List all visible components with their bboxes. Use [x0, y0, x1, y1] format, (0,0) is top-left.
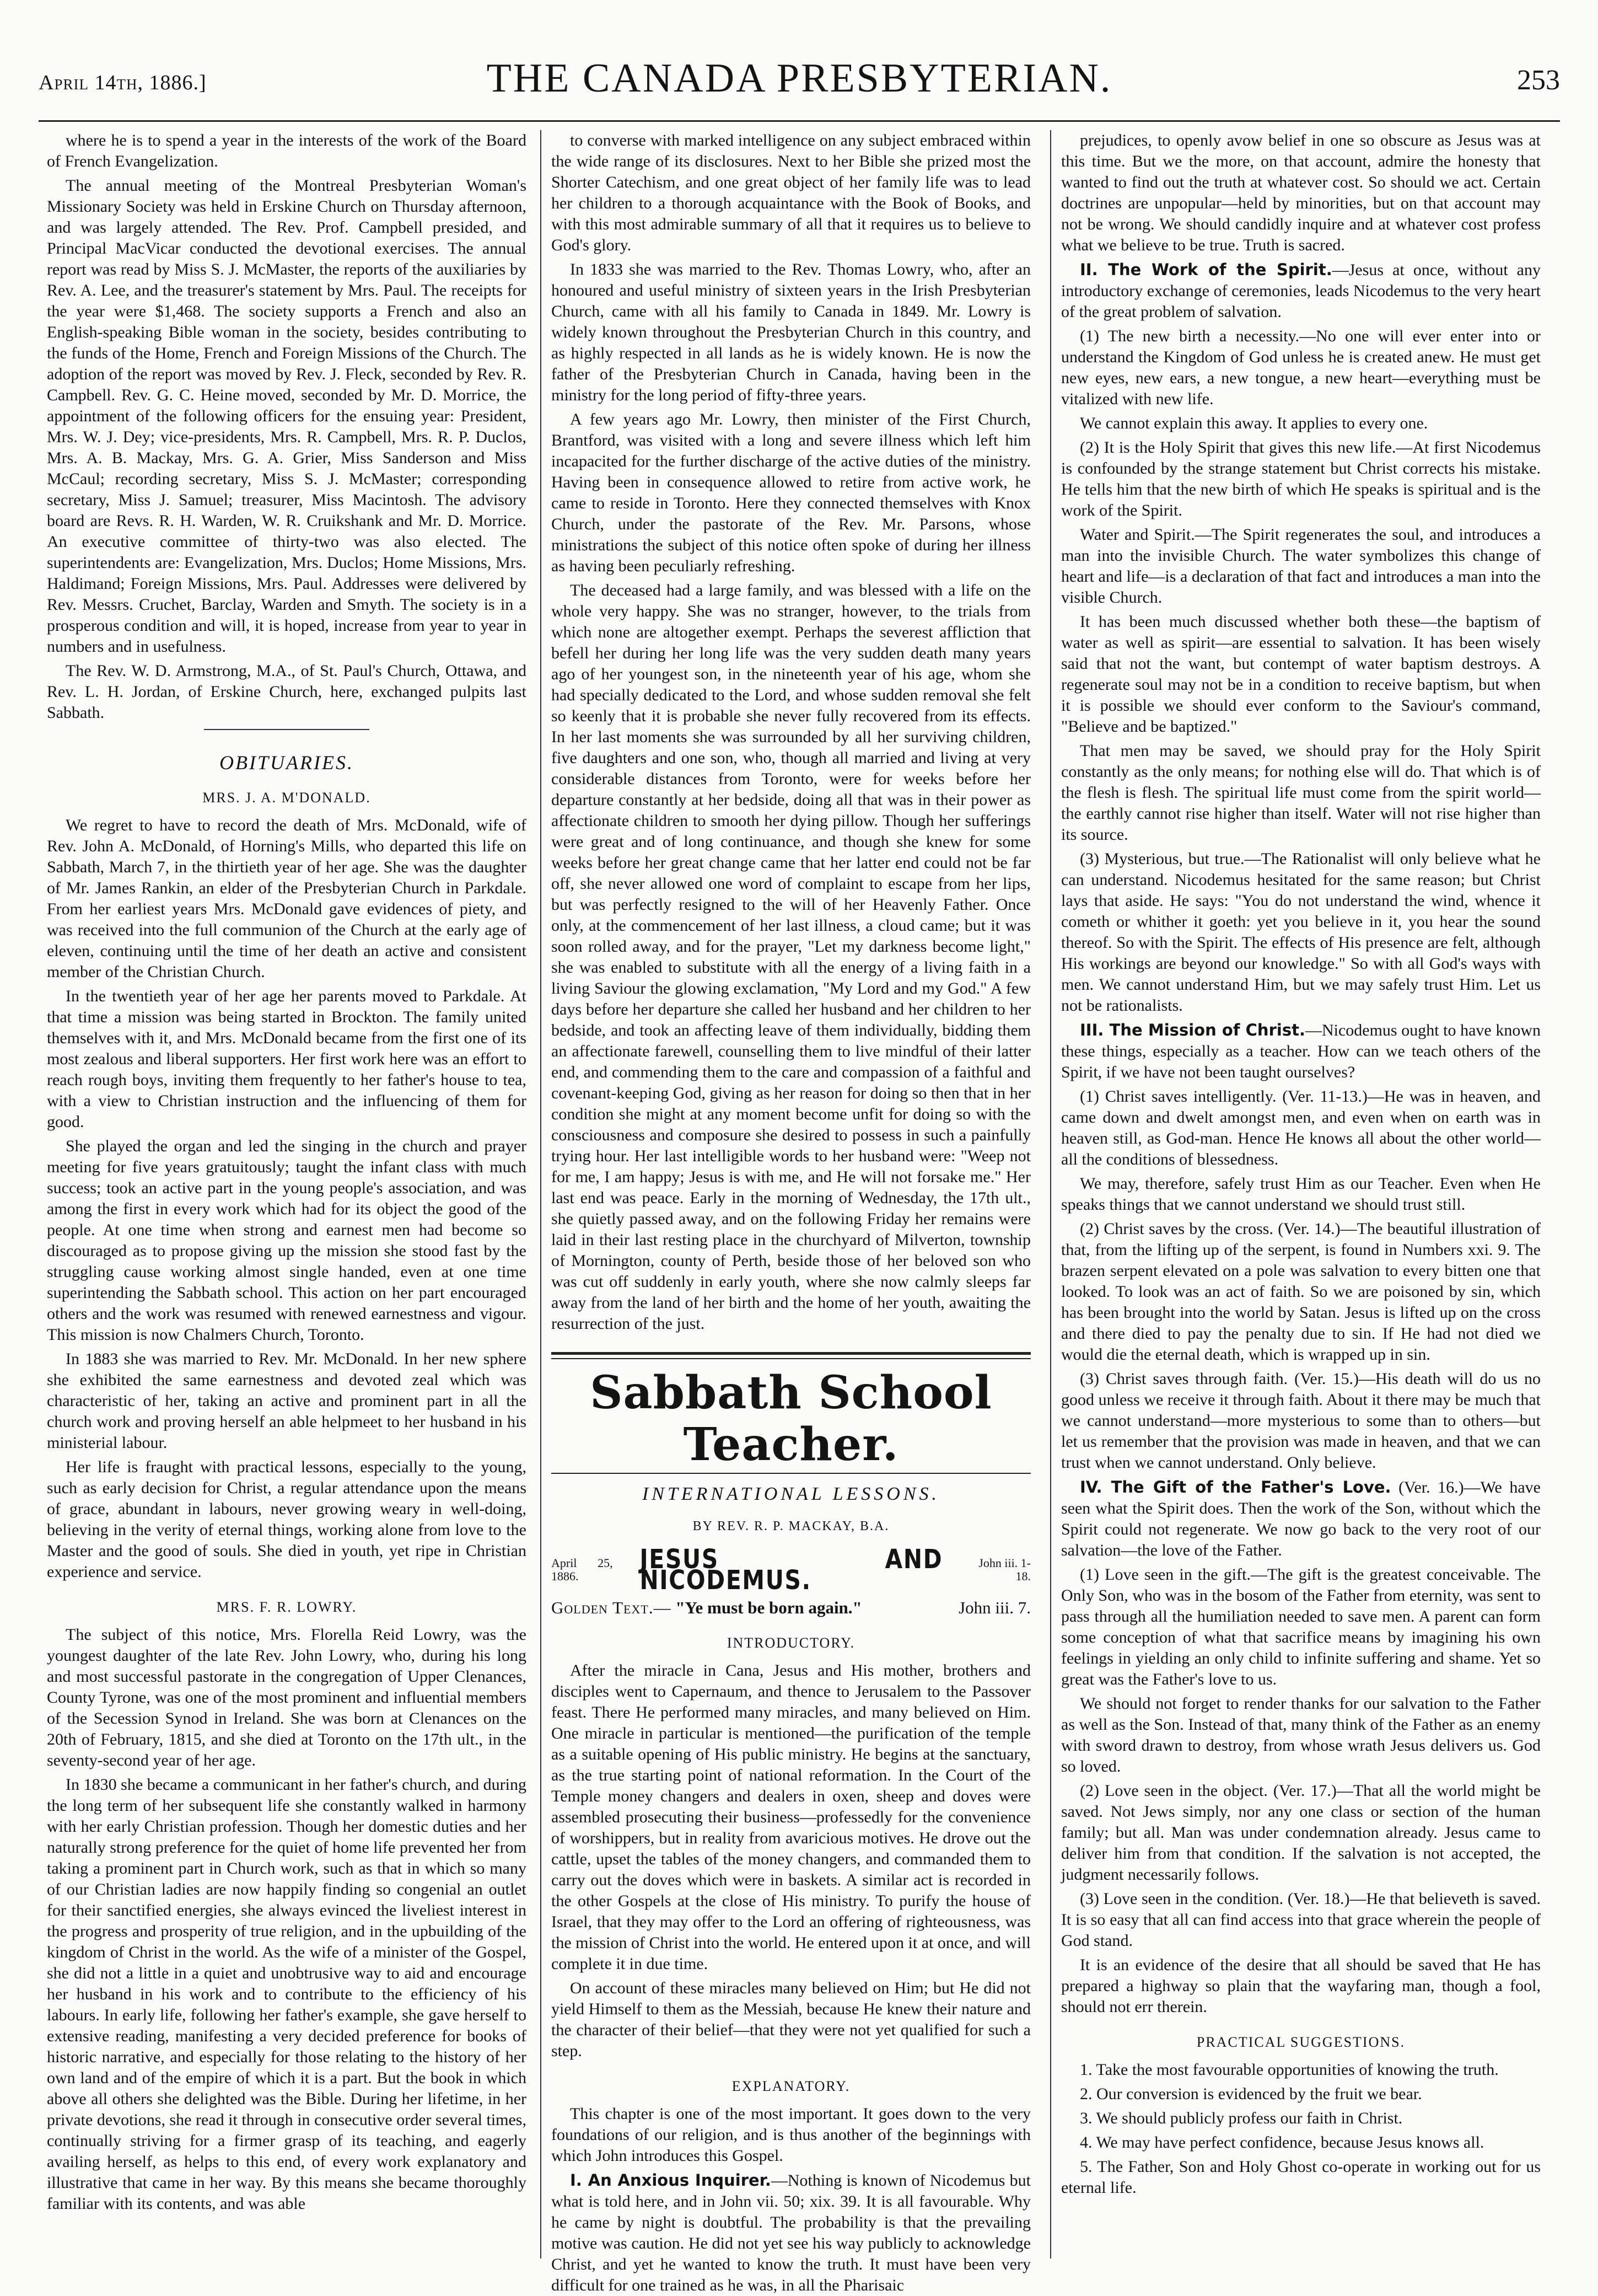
- paragraph: (2) Christ saves by the cross. (Ver. 14.)—The beautiful illustration of that, from the lifting up of the serpent, is found in Numbers xxi. 9. The brazen serpent elevated on a pole was salvation to every bitten one that looked. To look was an act of faith. So we are poisoned by sin, which has been brought into the world by Satan. Jesus is lifted up on the cross and there died to pay the penalty due to sin. If He had not died we would die the eternal death, which is wrapped up in sin.: [1061, 1220, 1541, 1364]
- paragraph: The Rev. W. D. Armstrong, M.A., of St. Paul's Church, Ottawa, and Rev. L. H. Jordan, of Erskine Church, here, exchanged pulpits last Sabbath.: [47, 662, 526, 722]
- divider: [204, 729, 369, 730]
- paragraph: (1) The new birth a necessity.—No one will ever enter into or understand the Kingdom of God unless he is created anew. He must get new eyes, new ears, a new tongue, a new heart—everything must be vitalized with new life.: [1061, 327, 1541, 408]
- suggestion: 5. The Father, Son and Holy Ghost co-operate in working out for us eternal life.: [1061, 2158, 1541, 2197]
- suggestion: 1. Take the most favourable opportunities of knowing the truth.: [1080, 2061, 1499, 2079]
- paragraph: We may, therefore, safely trust Him as our Teacher. Even when He speaks things that we cannot understand we should trust still.: [1061, 1174, 1541, 1214]
- paragraph: In 1830 she became a communicant in her father's church, and during the long term of her subsequent life she constantly walked in harmony with her early Christian profession. Though her domestic duties and her naturally strong preference for the quiet of home life prevented her from taking a prominent part in Church work, such as that in which so many of our Christian ladies are now happily finding so congenial an outlet for their sanctified energies, she always evinced the liveliest interest in the progress and prosperity of true religion, and in the upbuilding of the kingdom of Christ in the world. As the wife of a minister of the Gospel, she did not a little in a quiet and unobtrusive way to aid and encourage her husband in his work and to contribute to the efficiency of his labours. In early life, following her father's example, she gave herself to extensive reading, manifesting a very decided preference for books of historic narrative, and especially for those relating to the history of her own land and of the empire of which it is a part. But the book in which above all others she delighted was the Bible. During her lifetime, in her private devotions, she read it through in consecutive order several times, continually striving for a firmer grasp of its teaching, and eagerly availing herself, as helps to this end, of every work explanatory and illustrative that came in her way. By this means she became thoroughly familiar with its contents, and was able: [47, 1775, 526, 2213]
- paragraph: (1) Christ saves intelligently. (Ver. 11-13.)—He was in heaven, and came down and dwelt amongst men, and even when on earth was in heaven still, as God-man. Hence He knows all about the other world—all the conditions of blessedness.: [1061, 1087, 1541, 1168]
- suggestion: 2. Our conversion is evidenced by the fruit we bear.: [1080, 2085, 1422, 2103]
- golden-text-label: Golden Text.—: [551, 1598, 671, 1617]
- lesson-title: JESUS AND NICODEMUS.: [639, 1544, 943, 1596]
- paragraph: On account of these miracles many believed on Him; but He did not yield Himself to them as the Messiah, because He knew their nature and the character of their belief—that they were not yet qualified for such a step.: [551, 1979, 1031, 2060]
- paragraph: The deceased had a large family, and was blessed with a life on the whole very happy. She was no stranger, however, to the trials from which none are altogether exempt. Perhaps the severest affliction that befell her during her long life was the very sudden death many years ago of her youngest son, in the nineteenth year of his age, whom she had specially dedicated to the Lord, and whose sudden removal she felt so keenly that it is probable she never fully recovered from its effects. In her last moments she was surrounded by all her surviving children, five daughters and one son, who, though all married and living at very considerable distances from Toronto, were for weeks before her departure constantly at her bedside, doing all that was in their power as affectionate children to smooth her dying pillow. Though her sufferings were great and of long continuance, and though she knew for some weeks before her great change came that her latter end could not be far off, she never allowed one word of complaint to escape from her lips, but was perfectly resigned to the will of her Heavenly Father. Once only, at the commencement of her last illness, a cloud came; but it was soon rolled away, and for the prayer, "Let my darkness become light," she was enabled to substitute with all the energy of a living faith in a living Saviour the glowing exclamation, "My Lord and my God." A few days before her departure she called her husband and her children to her bedside, and took an affecting leave of them individually, bidding them an affectionate farewell, counselling them to live mindful of their latter end, and commending them to the care and compassion of a faithful and covenant-keeping God, giving as her reason for doing so then that in her condition she might at any moment become unfit for doing so with the consciousness and composure she desired to possess in such a painfully trying hour. Her last intelligible words to her husband were: "Weep not for me, I am happy; Jesus is with me, and He will not forsake me." Her last end was peace. Early in the morning of Wednesday, the 17th ult., she quietly passed away, and on the following Friday her remains were laid in their last resting place in the churchyard of Milverton, township of Mornington, county of Perth, beside those of her beloved son who was cut off suddenly in early youth, where she now calmly sleeps far away from the land of her birth and the home of her youth, awaiting the resurrection of the just.: [551, 581, 1031, 1333]
- paragraph: In the twentieth year of her age her parents moved to Parkdale. At that time a mission was being started in Brockton. The family united themselves with it, and Mrs. McDonald became from the first one of its most zealous and liberal supporters. Her first work here was an effort to reach rough boys, inviting them frequently to her father's house to tea, with a view to Christian instruction and the influencing of them for good.: [47, 987, 526, 1131]
- introductory-heading: INTRODUCTORY.: [727, 1635, 856, 1651]
- international-lessons-heading: INTERNATIONAL LESSONS.: [642, 1484, 940, 1504]
- paragraph: (3) Mysterious, but true.—The Rationalist will only believe what he can understand. Nicodemus hesitated for the same reason; but Christ lays that aside. He says: "You do not understand the wind, whence it cometh or whither it goeth: yet you believe in it, you hear the sound thereof. So with the Spirit. The effects of His presence are felt, although His workings are beyond our knowledge." So with all God's ways with men. We cannot understand Him, but we may safely trust Him. Let us not be rationalists.: [1061, 850, 1541, 1015]
- paragraph: The subject of this notice, Mrs. Florella Reid Lowry, was the youngest daughter of the late Rev. John Lowry, who, during his long and most successful pastorate in the congregation of Upper Clenances, County Tyrone, was one of the most prominent and influential members of the Secession Synod in Ireland. She was born at Clenances on the 20th of February, 1815, and she died at Toronto on the 17th ult., in the seventy-second year of her age.: [47, 1626, 526, 1769]
- paragraph: It is an evidence of the desire that all should be saved that He has prepared a highway so plain that the wayfaring man, though a fool, should not err therein.: [1061, 1956, 1541, 2016]
- paragraph: (2) Love seen in the object. (Ver. 17.)—That all the world might be saved. Not Jews simply, nor any one class or section of the human family; but all. Man was under condemnation already. Jesus came to deliver him from that condition. If the salvation is not accepted, the judgment necessarily follows.: [1061, 1782, 1541, 1884]
- page-number: 253: [1517, 65, 1560, 96]
- paragraph: (2) It is the Holy Spirit that gives this new life.—At first Nicodemus is confounded by the strange statement but Christ corrects his mistake. He tells him that the new birth of which He speaks is spiritual and is the work of the Spirit.: [1061, 438, 1541, 519]
- paragraph: [1061, 259, 1541, 323]
- point-heading: I. An Anxious Inquirer.: [570, 2171, 771, 2190]
- paragraph: Her life is fraught with practical lessons, especially to the young, such as early decision for Christ, a regular attendance upon the means of grace, abundant in labours, never growing weary in well-doing, believing in the verity of eternal things, working alone from love to the Master and the good of souls. She died in youth, yet ripe in Christian experience and service.: [47, 1458, 526, 1581]
- golden-text-quote: "Ye must be born again.": [675, 1598, 862, 1617]
- paragraph: We should not forget to render thanks for our salvation to the Father as well as the Son. Instead of that, many think of the Father as an enemy with sword drawn to destroy, from whose wrath Jesus delivers us. God so loved.: [1061, 1694, 1541, 1775]
- paragraph: [1061, 1477, 1541, 1561]
- explanatory-heading: EXPLANATORY.: [731, 2078, 851, 2094]
- paragraph: where he is to spend a year in the interests of the work of the Board of French Evangelization.: [47, 131, 526, 170]
- section-rule: [551, 1358, 1031, 1359]
- section-rule: [551, 1352, 1031, 1355]
- point-heading: II. The Work of the Spirit.: [1080, 260, 1332, 279]
- paragraph: [551, 2170, 1031, 2296]
- paragraph: (3) Love seen in the condition. (Ver. 18.)—He that believeth is saved. It is so easy that all can find access into that grace wherein the people of God stand.: [1061, 1890, 1541, 1950]
- paragraph: A few years ago Mr. Lowry, then minister of the First Church, Brantford, was visited with a long and severe illness which left him incapacited for the further discharge of the active duties of the ministry. Having been in consequence allowed to retire from active work, he came to reside in Toronto. Here they connected themselves with Knox Church, under the pastorate of the Rev. Mr. Parsons, whose ministrations the subject of this notice often spoke of during her illness as having been peculiarly refreshing.: [551, 410, 1031, 575]
- point-text: —Jesus at once, without any introductory exchange of ceremonies, leads Nicodemus to the very heart of the great problem of salvation.: [1061, 261, 1541, 321]
- paragraph: The annual meeting of the Montreal Presbyterian Woman's Missionary Society was held in Erskine Church on Thursday afternoon, and was largely attended. The Rev. Prof. Campbell presided, and Principal MacVicar conducted the devotional exercises. The annual report was read by Miss S. J. McMaster, the reports of the auxiliaries by Rev. A. Lee, and the treasurer's statement by Mrs. Paul. The receipts for the year were $1,468. The society supports a French and also an English-speaking Bible woman in the society, besides contributing to the funds of the Home, French and Foreign Missions of the Church. The adoption of the report was moved by Rev. J. Fleck, seconded by Rev. R. Campbell. Rev. G. C. Heine moved, seconded by Mr. D. Morrice, the appointment of the following officers for the ensuing year: President, Mrs. W. J. Dey; vice-presidents, Mrs. R. Campbell, Mrs. R. P. Duclos, Mrs. A. B. Mackay, Mrs. G. A. Grier, Miss Sanderson and Miss McCaul; recording secretary, Miss S. J. McMaster; corresponding secretary, Miss J. Samuel; treasurer, Miss Macintosh. The advisory board are Revs. R. H. Warden, W. R. Cruikshank and Mr. D. Morrice. An executive committee of thirty-two was also elected. The superintendents are: Evangelization, Mrs. Duclos; Home Missions, Mrs. Haldimand; Foreign Missions, Mrs. Paul. Addresses were delivered by Rev. Messrs. Cruchet, Barclay, Warden and Smyth. The society is in a prosperous condition and will, it is hoped, increase from year to year in numbers and in usefulness.: [47, 176, 526, 656]
- column-divider: [540, 130, 541, 2259]
- paragraph: prejudices, to openly avow belief in one so obscure as Jesus was at this time. But we the more, on that account, admire the honesty that wanted to find out the truth at whatever cost. So should we act. Certain doctrines are unpopular—held by minorities, but on that account may not be wrong. We should candidly inquire and at whatever cost profess what we believe to be true. Truth is sacred.: [1061, 131, 1541, 254]
- paragraph: This chapter is one of the most important. It goes down to the very foundations of our religion, and is thus another of the beginnings with which John introduces this Gospel.: [551, 2105, 1031, 2165]
- suggestion: 4. We may have perfect confidence, because Jesus knows all.: [1080, 2133, 1484, 2152]
- column-3: [1061, 130, 1541, 2259]
- practical-suggestions-heading: PRACTICAL SUGGESTIONS.: [1196, 2034, 1406, 2050]
- byline: BY REV. R. P. MACKAY, B.A.: [692, 1519, 890, 1533]
- column-2: [551, 130, 1031, 2294]
- paragraph: (1) Love seen in the gift.—The gift is the greatest conceivable. The Only Son, who was in the bosom of the Father from eternity, was sent to pass through all the humiliation needed to save men. A parent can form some conception of what that sacrifice means by imagining his own feelings in yielding an only child to infinite suffering and shame. Yet so great was the Father's love to us.: [1061, 1565, 1541, 1688]
- golden-text: [551, 1597, 1031, 1618]
- point-text: —Nothing is known of Nicodemus but what is told here, and in John vii. 50; xix. 39. It is all favourable. Why he came by night is doubtful. The probability is that the prevailing motive was caution. He did not yet see his way publicly to acknowledge Christ, and yet he wanted to know the truth. It must have been very difficult for one trained as he was, in all the Pharisaic: [551, 2171, 1031, 2294]
- paragraph: After the miracle in Cana, Jesus and His mother, brothers and disciples went to Capernaum, and thence to Jerusalem to the Passover feast. There He performed many miracles, and many believed on Him. One miracle in particular is mentioned—the purification of the temple as a suitable opening of His public ministry. He begins at the sanctuary, as the true starting point of national reformation. In the Court of the Temple money changers and dealers in oxen, sheep and doves were assembled prosecuting their business—professedly for the convenience of worshippers, but in reality from avaricious motives. He drove out the cattle, upset the tables of the money changers, and commanded them to carry out the doves which were in baskets. A similar act is recorded in the other Gospels at the close of His ministry. To purify the house of Israel, that they may offer to the Lord an offering of righteousness, was the mission of Christ into the world. He entered upon it at once, and will complete it in due time.: [551, 1661, 1031, 1973]
- obituary-name: MRS. J. A. M'DONALD.: [202, 790, 371, 806]
- paragraph: In 1883 she was married to Rev. Mr. McDonald. In her new sphere she exhibited the same earnestness and devoted zeal which was characteristic of her, taking an active and prominent part in all the church work and proving herself an able helpmeet to her husband in his ministerial labour.: [47, 1350, 526, 1452]
- paragraph: She played the organ and led the singing in the church and prayer meeting for five years gratuitously; taught the infant class with much success; took an active part in the young people's association, and was among the first in every work which had for its object the good of the people. At one time when strong and earnest men had become so discouraged as to propose giving up the mission she stood fast by the struggling cause working almost single handed, even at one time superintending the Sabbath school. This action on her part encouraged others and the work was resumed with renewed earnestness and vigour. This mission is now Chalmers Church, Toronto.: [47, 1137, 526, 1344]
- masthead-rule: [39, 120, 1560, 122]
- obituaries-heading: OBITUARIES.: [219, 752, 354, 774]
- obituary-name: MRS. F. R. LOWRY.: [216, 1599, 357, 1615]
- paragraph: to converse with marked intelligence on any subject embraced within the wide range of its disclosures. Next to her Bible she prized most the Shorter Catechism, and one great object of her family life was to lead her children to a thorough acquaintance with the Book of Books, and with this most admirable summary of all that it requires us to believe to God's glory.: [551, 131, 1031, 254]
- column-1: [47, 130, 526, 2259]
- paragraph: [1061, 1020, 1541, 1083]
- section-rule: [551, 1473, 1031, 1474]
- lesson-reference: John iii. 1-18.: [978, 1556, 1031, 1583]
- paragraph: We cannot explain this away. It applies to every one.: [1080, 414, 1428, 432]
- point-text: (Ver. 16.)—We have seen what the Spirit does. Then the work of the Son, without which the Spirit could not regenerate. We now go back to the very root of our salvation—the love of the Father.: [1061, 1478, 1541, 1559]
- paragraph: That men may be saved, we should pray for the Holy Spirit constantly as the only means; for nothing else will do. That which is of the flesh is flesh. The spiritual life must come from the spirit world—the earthly cannot rise higher than itself. Water will not rise higher than its source.: [1061, 742, 1541, 844]
- newspaper-title: THE CANADA PRESBYTERIAN.: [486, 56, 1112, 101]
- point-heading: III. The Mission of Christ.: [1080, 1021, 1305, 1039]
- point-heading: IV. The Gift of the Father's Love.: [1080, 1478, 1391, 1496]
- point-text: —Nicodemus ought to have known these things, especially as a teacher. How can we teach others of the Spirit, if we have not been taught ourselves?: [1061, 1021, 1541, 1081]
- issue-date: April 14th, 1886.]: [39, 71, 207, 94]
- lesson-header: [551, 1544, 1031, 1596]
- golden-text-reference: John iii. 7.: [959, 1598, 1031, 1617]
- sabbath-school-heading: Sabbath School Teacher.: [590, 1366, 992, 1471]
- lesson-date: April 25, 1886.: [551, 1556, 613, 1583]
- column-divider: [1050, 130, 1051, 2259]
- paragraph: It has been much discussed whether both these—the baptism of water as well as spirit—are essential to salvation. It has been wisely said that not the want, but contempt of water baptism destroys. A regenerate soul may not be in a condition to receive baptism, but when it is possible we should ever conform to the Saviour's command, "Believe and be baptized.": [1061, 613, 1541, 736]
- paragraph: (3) Christ saves through faith. (Ver. 15.)—His death will do us no good unless we receive it through faith. About it there may be much that we cannot understand—more mysterious to some than to others—but let us remember that the provision was made in heaven, and that we can trust when we cannot understand. Only believe.: [1061, 1370, 1541, 1472]
- paragraph: Water and Spirit.—The Spirit regenerates the soul, and introduces a man into the invisible Church. The water symbolizes this change of heart and life—is a declaration of that fact and introduces a man into the visible Church.: [1061, 525, 1541, 607]
- paragraph: In 1833 she was married to the Rev. Thomas Lowry, who, after an honoured and useful ministry of sixteen years in the Irish Presbyterian Church, came with all his family to Canada in 1849. Mr. Lowry is widely known throughout the Presbyterian Church in this country, and as highly respected in all lands as he is widely known. He is now the father of the Presbyterian Church in Canada, having been in the ministry for the long period of fifty-three years.: [551, 260, 1031, 404]
- masthead: [39, 22, 1560, 105]
- suggestion: 3. We should publicly profess our faith in Christ.: [1080, 2109, 1403, 2127]
- paragraph: We regret to have to record the death of Mrs. McDonald, wife of Rev. John A. McDonald, of Horning's Mills, who departed this life on Sabbath, March 7, in the thirtieth year of her age. She was the daughter of Mr. James Rankin, an elder of the Presbyterian Church in Parkdale. From her earliest years Mrs. McDonald gave evidences of piety, and was received into the full communion of the Church at the early age of eleven, continuing until the time of her death an active and consistent member of the Christian Church.: [47, 816, 526, 981]
